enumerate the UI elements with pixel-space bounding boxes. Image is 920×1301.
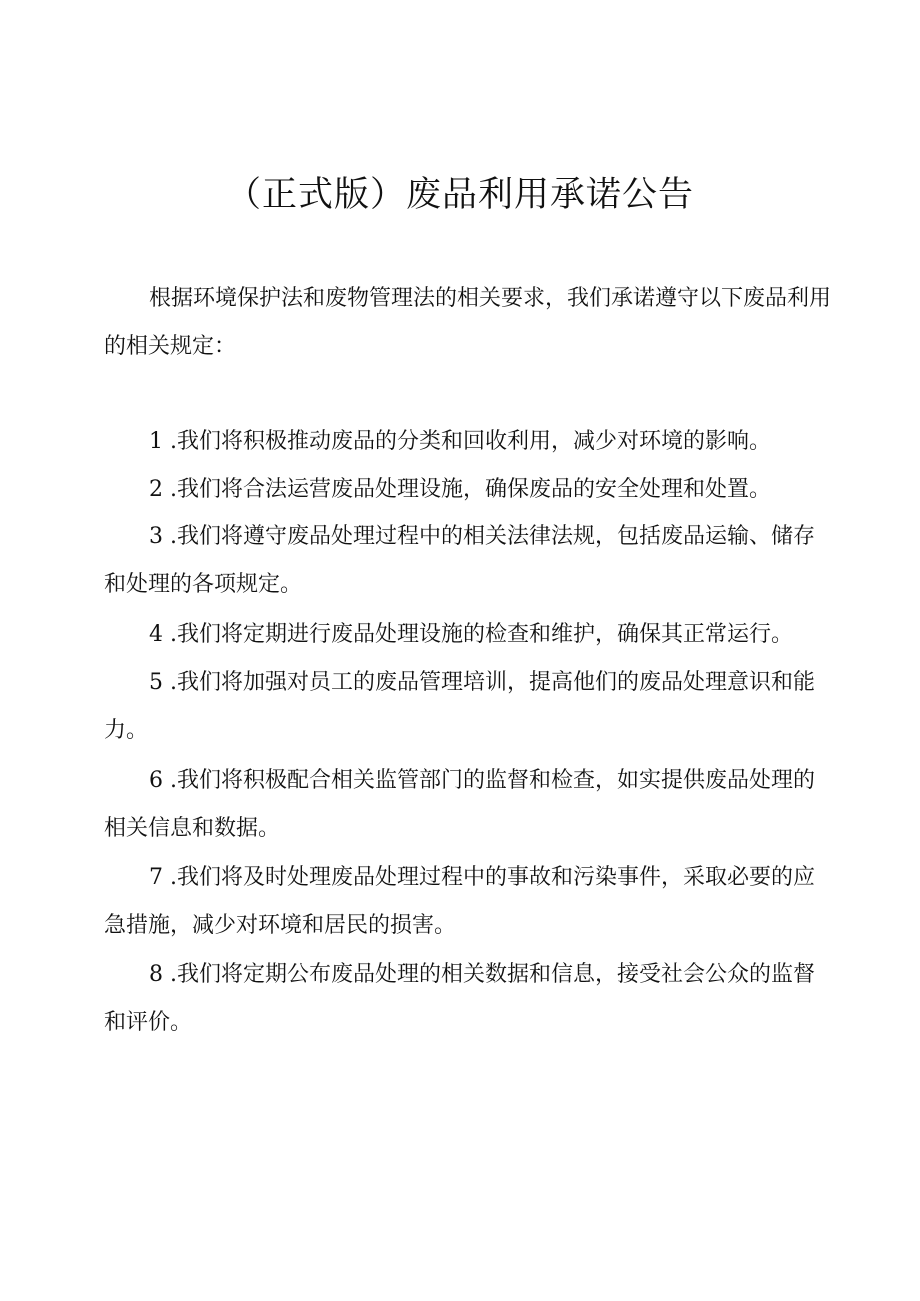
item-number: 2 <box>149 477 163 502</box>
item-number: 3 <box>149 524 163 549</box>
list-item <box>104 611 834 659</box>
item-text: .我们将加强对员工的废品管理培训，提高他们的废品处理意识和能力。 <box>104 670 815 743</box>
list-item <box>104 659 834 755</box>
item-number: 1 <box>149 429 163 454</box>
item-text: .我们将积极推动废品的分类和回收利用，减少对环境的影响。 <box>170 429 771 454</box>
item-number: 7 <box>149 865 163 890</box>
list-item <box>104 854 834 950</box>
item-number: 4 <box>149 622 163 647</box>
list-item <box>104 513 834 609</box>
item-number: 5 <box>149 670 163 695</box>
list-item <box>104 757 834 853</box>
item-number: 8 <box>149 962 163 987</box>
page-title: （正式版）废品利用承诺公告 <box>225 175 694 215</box>
item-text: .我们将定期进行废品处理设施的检查和维护，确保其正常运行。 <box>170 622 793 647</box>
item-text: .我们将及时处理废品处理过程中的事故和污染事件，采取必要的应急措施，减少对环境和居民的损害。 <box>104 865 815 938</box>
item-text: .我们将合法运营废品处理设施，确保废品的安全处理和处置。 <box>170 477 771 502</box>
item-text: .我们将定期公布废品处理的相关数据和信息，接受社会公众的监督和评价。 <box>104 962 815 1035</box>
list-item <box>104 418 834 466</box>
item-text: .我们将积极配合相关监管部门的监督和检查，如实提供废品处理的相关信息和数据。 <box>104 768 815 841</box>
item-text: .我们将遵守废品处理过程中的相关法律法规，包括废品运输、储存和处理的各项规定。 <box>104 524 815 597</box>
intro-paragraph: 根据环境保护法和废物管理法的相关要求，我们承诺遵守以下废品利用的相关规定： <box>104 286 832 359</box>
list-item <box>104 951 834 1047</box>
item-number: 6 <box>149 768 163 793</box>
list-item <box>104 466 834 514</box>
